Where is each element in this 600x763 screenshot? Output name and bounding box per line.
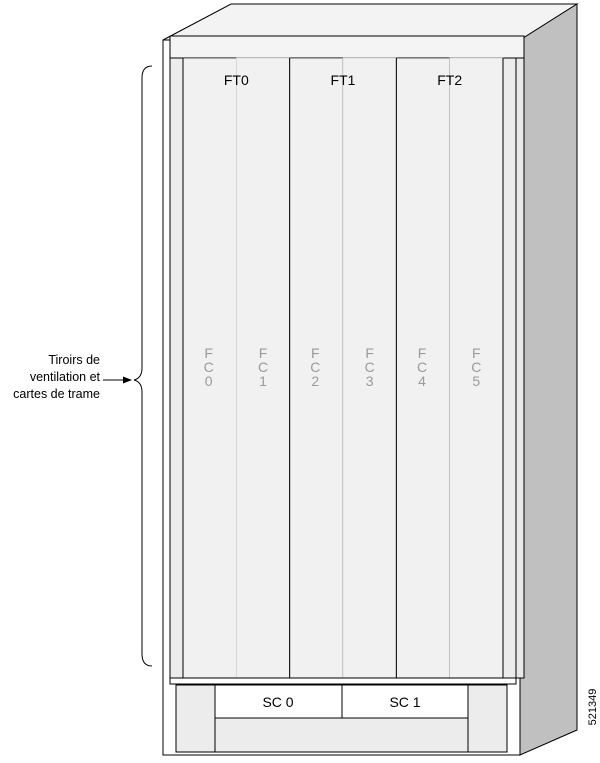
fabric-card-label-char: 3: [365, 373, 374, 389]
sc1-label: SC 1: [389, 694, 421, 710]
fabric-card-label-char: F: [204, 345, 213, 361]
fabric-card-label-char: C: [203, 359, 214, 375]
fabric-card-label-char: F: [365, 345, 374, 361]
sc-bay-right-spacer: [468, 685, 507, 752]
callout-text: [2, 352, 100, 403]
figure-id: 521349: [587, 688, 599, 726]
sc-lower-panel: [215, 718, 468, 752]
fabric-card-label-char: 0: [204, 373, 213, 389]
fabric-card-label-char: C: [257, 359, 269, 375]
callout-line-3: cartes de trame: [13, 387, 100, 401]
fan-tray-label: FT0: [223, 72, 249, 88]
fabric-card-label-char: 5: [472, 373, 481, 389]
callout-line-1: Tiroirs de: [48, 353, 100, 367]
fabric-card-label-char: 1: [259, 373, 267, 389]
sc-bay-left-spacer: [176, 685, 215, 752]
fabric-card-label-char: 2: [311, 373, 320, 389]
slot-group: [183, 58, 503, 678]
chassis-top-band: [170, 36, 524, 58]
fabric-card-label-char: F: [311, 345, 320, 361]
fabric-card-label-char: 4: [418, 373, 426, 389]
fabric-card-label-char: F: [417, 345, 427, 361]
sc0-label: SC 0: [262, 694, 294, 710]
fan-tray-label: FT1: [330, 72, 356, 88]
callout-line-2: ventilation et: [29, 370, 100, 384]
fabric-card-label-char: C: [364, 359, 375, 375]
bottom-enclosure: [170, 678, 516, 684]
fabric-card-label-char: C: [310, 359, 321, 375]
fabric-card-label-char: C: [471, 359, 482, 375]
chassis-top-face: [163, 4, 577, 40]
callout-arrowhead: [123, 377, 132, 384]
fabric-card-label-char: F: [472, 345, 481, 361]
right-rail: [503, 58, 516, 678]
fabric-card-label-char: C: [416, 359, 428, 375]
fabric-card-label-char: F: [258, 345, 268, 361]
chassis-side-face: [520, 4, 577, 755]
callout-bracket: [134, 66, 152, 666]
left-rail: [170, 58, 183, 678]
fan-tray-label: FT2: [437, 72, 463, 88]
